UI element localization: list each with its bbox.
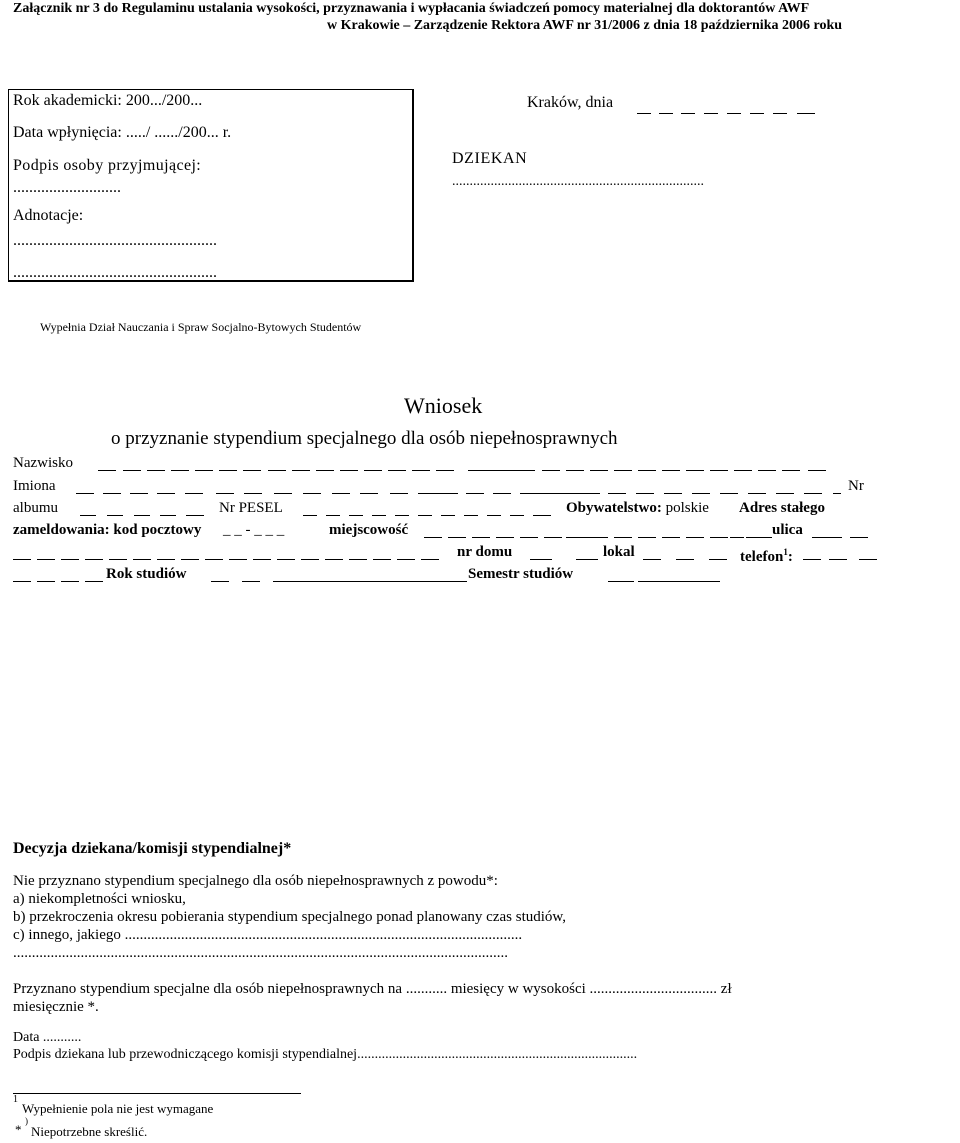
decision-heading: Decyzja dziekana/komisji stypendialnej* bbox=[13, 840, 292, 857]
street-field[interactable] bbox=[746, 537, 876, 538]
academic-year: Rok akademicki: 200.../200... bbox=[13, 92, 203, 109]
annotations-label: Adnotacje: bbox=[13, 207, 84, 224]
city-label: miejscowość bbox=[329, 522, 409, 538]
footnote-separator bbox=[13, 1093, 301, 1094]
header-line-1: Załącznik nr 3 do Regulaminu ustalania wysokości, przyznawania i wypłacania świadczeń pomocy materialnej dla doktorantów AWF bbox=[13, 1, 810, 16]
office-note: Wypełnia Dział Nauczania i Spraw Socjalno-Bytowych Studentów bbox=[40, 320, 362, 334]
house-nr-field[interactable] bbox=[530, 559, 600, 560]
header-line-2: w Krakowie – Zarządzenie Rektora AWF nr 31/2006 z dnia 18 października 2006 roku bbox=[327, 18, 843, 33]
album-nr-field[interactable] bbox=[80, 515, 210, 516]
decision-signature: Podpis dziekana lub przewodniczącego komisji stypendialnej................................................................................ bbox=[13, 1047, 638, 1062]
first-names-label: Imiona bbox=[13, 478, 56, 494]
form-title: Wniosek bbox=[404, 393, 483, 418]
addressee-dots: ........................................................................ bbox=[452, 174, 704, 189]
phone-field-cont[interactable] bbox=[13, 581, 103, 582]
semester-label: Semestr studiów bbox=[468, 566, 574, 582]
surname-label: Nazwisko bbox=[13, 455, 73, 471]
addressee: DZIEKAN bbox=[452, 150, 528, 167]
pesel-field[interactable] bbox=[303, 515, 560, 516]
postal-code-field-a[interactable]: _ _ - bbox=[223, 522, 251, 538]
pesel-label: Nr PESEL bbox=[219, 500, 283, 516]
decision-reason-c: c) innego, jakiego .......................................................................................................... bbox=[13, 927, 523, 943]
decision-granted-1: Przyznano stypendium specjalne dla osób niepełnosprawnych na ........... miesięcy w wysokości .................................. zł bbox=[13, 981, 732, 997]
street-label: ulica bbox=[772, 522, 803, 538]
citizenship-label: Obywatelstwo: bbox=[566, 500, 662, 516]
citizenship-value: polskie bbox=[665, 500, 709, 516]
receiver-signature-dots: ........................... bbox=[13, 179, 121, 196]
annotations-dots-1: ................................................... bbox=[13, 232, 217, 249]
receiver-signature-label: Podpis osoby przyjmującej: bbox=[13, 157, 202, 174]
received-date: Data wpłynięcia: ...../ ....../200... r. bbox=[13, 124, 232, 141]
flat-field[interactable] bbox=[643, 559, 733, 560]
city-field[interactable] bbox=[424, 537, 744, 538]
decision-granted-2: miesięcznie *. bbox=[13, 999, 99, 1015]
decision-reason-c-cont: .................................................................................................................................... bbox=[13, 945, 508, 961]
phone-label: telefon bbox=[740, 549, 784, 565]
footnote-1-text: Wypełnienie pola nie jest wymagane bbox=[22, 1101, 214, 1116]
phone-field[interactable] bbox=[803, 559, 879, 560]
house-nr-label: nr domu bbox=[457, 544, 513, 560]
flat-label: lokal bbox=[603, 544, 635, 560]
form-subtitle: o przyznanie stypendium specjalnego dla osób niepełnosprawnych bbox=[111, 428, 618, 449]
study-year-field[interactable] bbox=[211, 581, 467, 582]
footnote-2-mark: ) bbox=[25, 1116, 28, 1126]
address-label-2: zameldowania: kod pocztowy bbox=[13, 522, 202, 538]
decision-date: Data ........... bbox=[13, 1030, 82, 1045]
footnote-2-star: * bbox=[15, 1122, 22, 1137]
place-date-label: Kraków, dnia bbox=[527, 94, 614, 111]
decision-reason-a: a) niekompletności wniosku, bbox=[13, 891, 186, 907]
address-label-1: Adres stałego bbox=[739, 500, 825, 516]
first-names-field[interactable] bbox=[76, 493, 846, 494]
album-nr-label-1: Nr bbox=[848, 478, 864, 494]
phone-colon: : bbox=[787, 549, 793, 565]
study-year-label: Rok studiów bbox=[106, 566, 187, 582]
phone-footnote-ref: 1 bbox=[783, 547, 788, 557]
postal-code-field-b[interactable]: _ _ _ bbox=[254, 522, 285, 538]
footnote-2-text: Niepotrzebne skreślić. bbox=[31, 1124, 148, 1139]
footnote-1-mark: 1 bbox=[13, 1094, 18, 1105]
surname-field[interactable] bbox=[98, 470, 843, 471]
decision-reason-b: b) przekroczenia okresu pobierania stypendium specjalnego ponad planowany czas studiów, bbox=[13, 909, 567, 925]
decision-not-granted: Nie przyznano stypendium specjalnego dla osób niepełnosprawnych z powodu*: bbox=[13, 873, 498, 889]
semester-field[interactable] bbox=[608, 581, 720, 582]
annotations-dots-2: ................................................... bbox=[13, 264, 217, 281]
album-nr-label-2: albumu bbox=[13, 500, 58, 516]
street-field-cont[interactable] bbox=[13, 559, 453, 560]
